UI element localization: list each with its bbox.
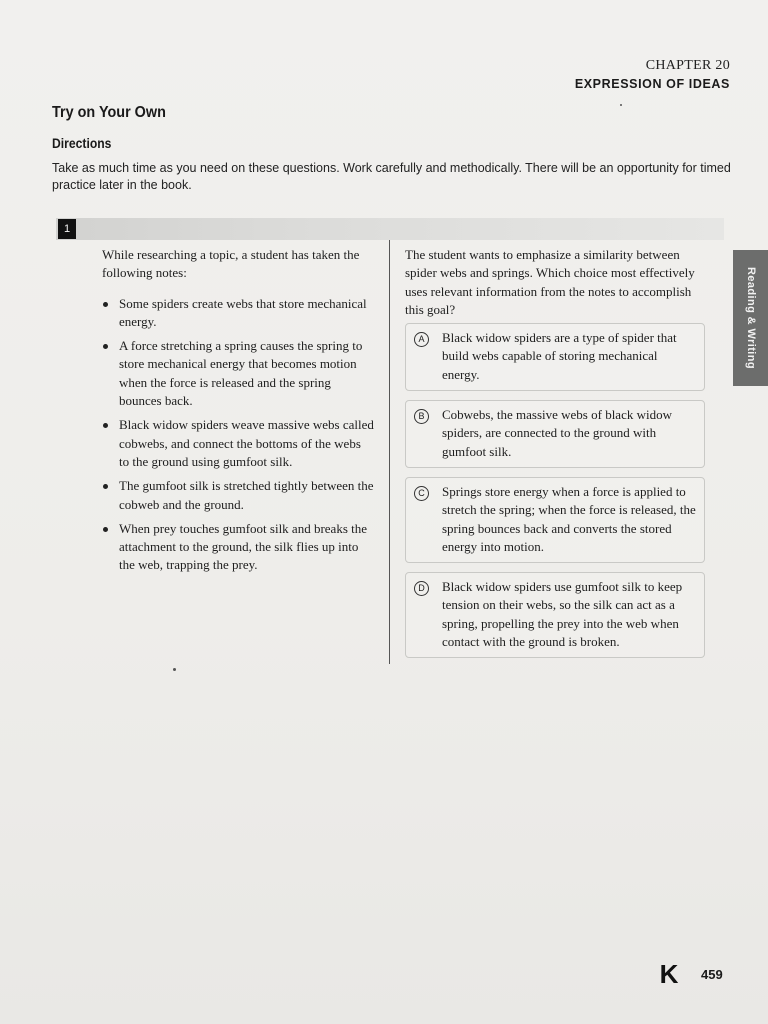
chapter-number: CHAPTER 20 — [645, 58, 730, 73]
choice-text: Black widow spiders are a type of spider that build webs capable of storing mechanical energy. — [442, 330, 677, 382]
note-text: The gumfoot silk is stretched tightly between the cobweb and the ground. — [119, 478, 374, 512]
logo-letter: K — [659, 960, 679, 986]
choice-letter-icon: A — [414, 332, 429, 347]
kaplan-logo-icon — [656, 960, 682, 986]
choice-text: Cobwebs, the massive webs of black widow spiders, are connected to the ground with gumfoot silk. — [442, 407, 672, 459]
notes-intro: While researching a topic, a student has taken the following notes: — [102, 247, 360, 281]
bullet-icon — [103, 527, 108, 532]
answer-choice-b[interactable] — [405, 400, 705, 468]
question-header-bar — [56, 218, 724, 240]
note-item — [102, 295, 374, 332]
note-item — [102, 477, 374, 514]
directions-heading: Directions — [52, 136, 112, 151]
choice-letter-icon: D — [414, 581, 429, 596]
bullet-icon — [103, 484, 108, 489]
note-text: A force stretching a spring causes the spring to store mechanical energy that becomes motion when the force is released and the spring bounces back. — [119, 338, 363, 409]
chapter-header — [575, 58, 730, 91]
question-number-badge: 1 — [58, 219, 76, 239]
directions-text: Take as much time as you need on these questions. Work carefully and methodically. There will be an opportunity for timed practice later in the book. — [52, 161, 731, 192]
bullet-icon — [103, 423, 108, 428]
section-title: Try on Your Own — [52, 104, 166, 121]
chapter-title: EXPRESSION OF IDEAS — [574, 77, 730, 91]
notes-list — [102, 295, 374, 575]
page-number: 459 — [701, 967, 723, 982]
note-text: When prey touches gumfoot silk and breaks the attachment to the ground, the silk flies up into the web, trapping the prey. — [119, 520, 368, 573]
bullet-icon — [103, 302, 108, 307]
note-item — [102, 337, 374, 410]
answer-choice-d[interactable] — [405, 572, 705, 658]
dust-speck — [173, 668, 176, 671]
column-divider — [389, 240, 390, 664]
side-tab-label: Reading & Writing — [744, 267, 757, 369]
answer-choice-c[interactable] — [405, 477, 705, 563]
note-item — [102, 520, 374, 575]
question-stem: The student wants to emphasize a similarity between spider webs and springs. Which choice most effectively uses relevant information from the notes to accomplish this goal? — [405, 247, 695, 317]
answer-choice-a[interactable] — [405, 323, 705, 391]
choice-text: Black widow spiders use gumfoot silk to keep tension on their webs, so the silk can act as a spring, propelling the prey into the web when contact with the ground is broken. — [442, 579, 683, 650]
choice-text: Springs store energy when a force is applied to stretch the spring; when the force is released, the spring bounces back and converts the stored energy into motion. — [442, 483, 696, 554]
choice-letter-icon: B — [414, 409, 429, 424]
note-text: Some spiders create webs that store mechanical energy. — [119, 295, 367, 329]
note-text: Black widow spiders weave massive webs called cobwebs, and connect the bottoms of the webs to the ground using gumfoot silk. — [119, 417, 374, 469]
note-item — [102, 416, 374, 471]
question-notes-column — [102, 246, 374, 581]
section-side-tab — [733, 250, 768, 386]
bullet-icon — [103, 344, 108, 349]
question-choices-column — [405, 246, 705, 667]
dust-speck — [620, 104, 622, 106]
choice-letter-icon: C — [414, 486, 429, 501]
